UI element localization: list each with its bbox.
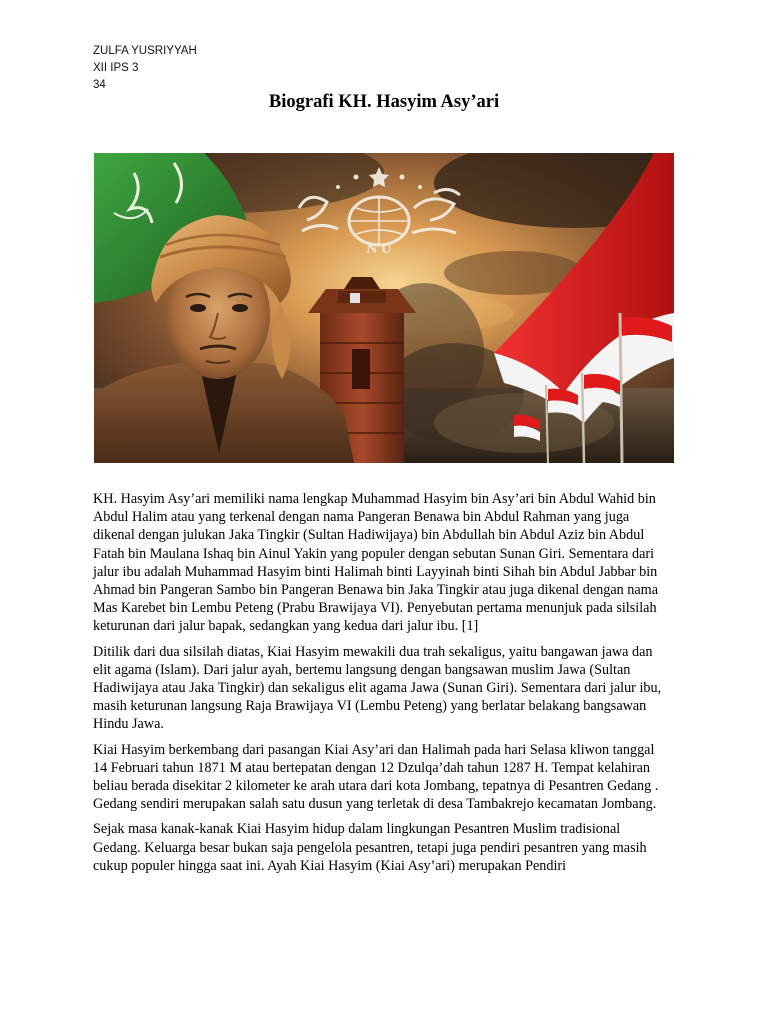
paragraph: Sejak masa kanak-kanak Kiai Hasyim hidup dalam lingkungan Pesantren Muslim tradisional Gedang. Keluarga besar bukan saja pengelola pesantren, tetapi juga pendiri pesantren yang masih cukup populer hingga saat ini. Ayah Kiai Hasyim (Kiai Asy’ari) merupakan Pendiri (93, 821, 647, 874)
illustration-artwork (94, 153, 674, 463)
author-name: ZULFA YUSRIYYAH (93, 45, 197, 57)
document-body (93, 490, 671, 882)
biography-illustration (94, 153, 674, 463)
author-class: XII IPS 3 (93, 62, 139, 74)
paragraph: Ditilik dari dua silsilah diatas, Kiai Hasyim mewakili dua trah sekaligus, yaitu bangawan jawa dan elit agama (Islam). Dari jalur ayah, bertemu langsung dengan bangsawan muslim Jawa (Sultan Hadiwijaya atau Jaka Tingkir) dan sekaligus elit agama Jawa (Sunan Giri). Sementara dari jalur ibu, masih keturunan langsung Raja Brawijaya VI (Lembu Peteng) yang berlatar belakang bangsawan Hindu Jawa. (93, 643, 662, 733)
paragraph: Kiai Hasyim berkembang dari pasangan Kiai Asy’ari dan Halimah pada hari Selasa kliwon tanggal 14 Februari tahun 1871 M atau bertepatan dengan 12 Dzulqa’dah tahun 1287 H. Tempat kelahiran beliau berada disekitar 2 kilometer ke arah utara dari kota Jombang, tepatnya di Pesantren Gedang . Gedang sendiri merupakan salah satu dusun yang terletak di desa Tambakrejo kecamatan Jombang. (93, 741, 659, 813)
author-number: 34 (93, 79, 106, 91)
nu-logo-letters: N U (366, 241, 392, 257)
author-header (93, 43, 197, 94)
paragraph: KH. Hasyim Asy’ari memiliki nama lengkap Muhammad Hasyim bin Asy’ari bin Abdul Wahid bin Abdul Halim atau yang terkenal dengan nama Pangeran Benawa bin Abdul Rahman yang juga dikenal dengan julukan Jaka Tingkir (Sultan Hadiwijaya) bin Abdullah bin Abdul Aziz bin Abdul Fatah bin Maulana Ishaq bin Ainul Yakin yang populer dengan sebutan Sunan Giri. Sementara dari jalur ibu adalah Muhammad Hasyim binti Halimah binti Layyinah binti Sihah bin Abdul Jabbar bin Ahmad bin Pangeran Sambo bin Pangeran Benawa bin Jaka Tingkir atau juga dikenal dengan nama Mas Karebet bin Lembu Peteng (Prabu Brawijaya VI). Penyebutan pertama menunjuk pada silsilah keturunan dari jalur bapak, sedangkan yang kedua dari jalur ibu. [1] (93, 491, 659, 635)
document-title: Biografi KH. Hasyim Asy’ari (268, 92, 500, 112)
